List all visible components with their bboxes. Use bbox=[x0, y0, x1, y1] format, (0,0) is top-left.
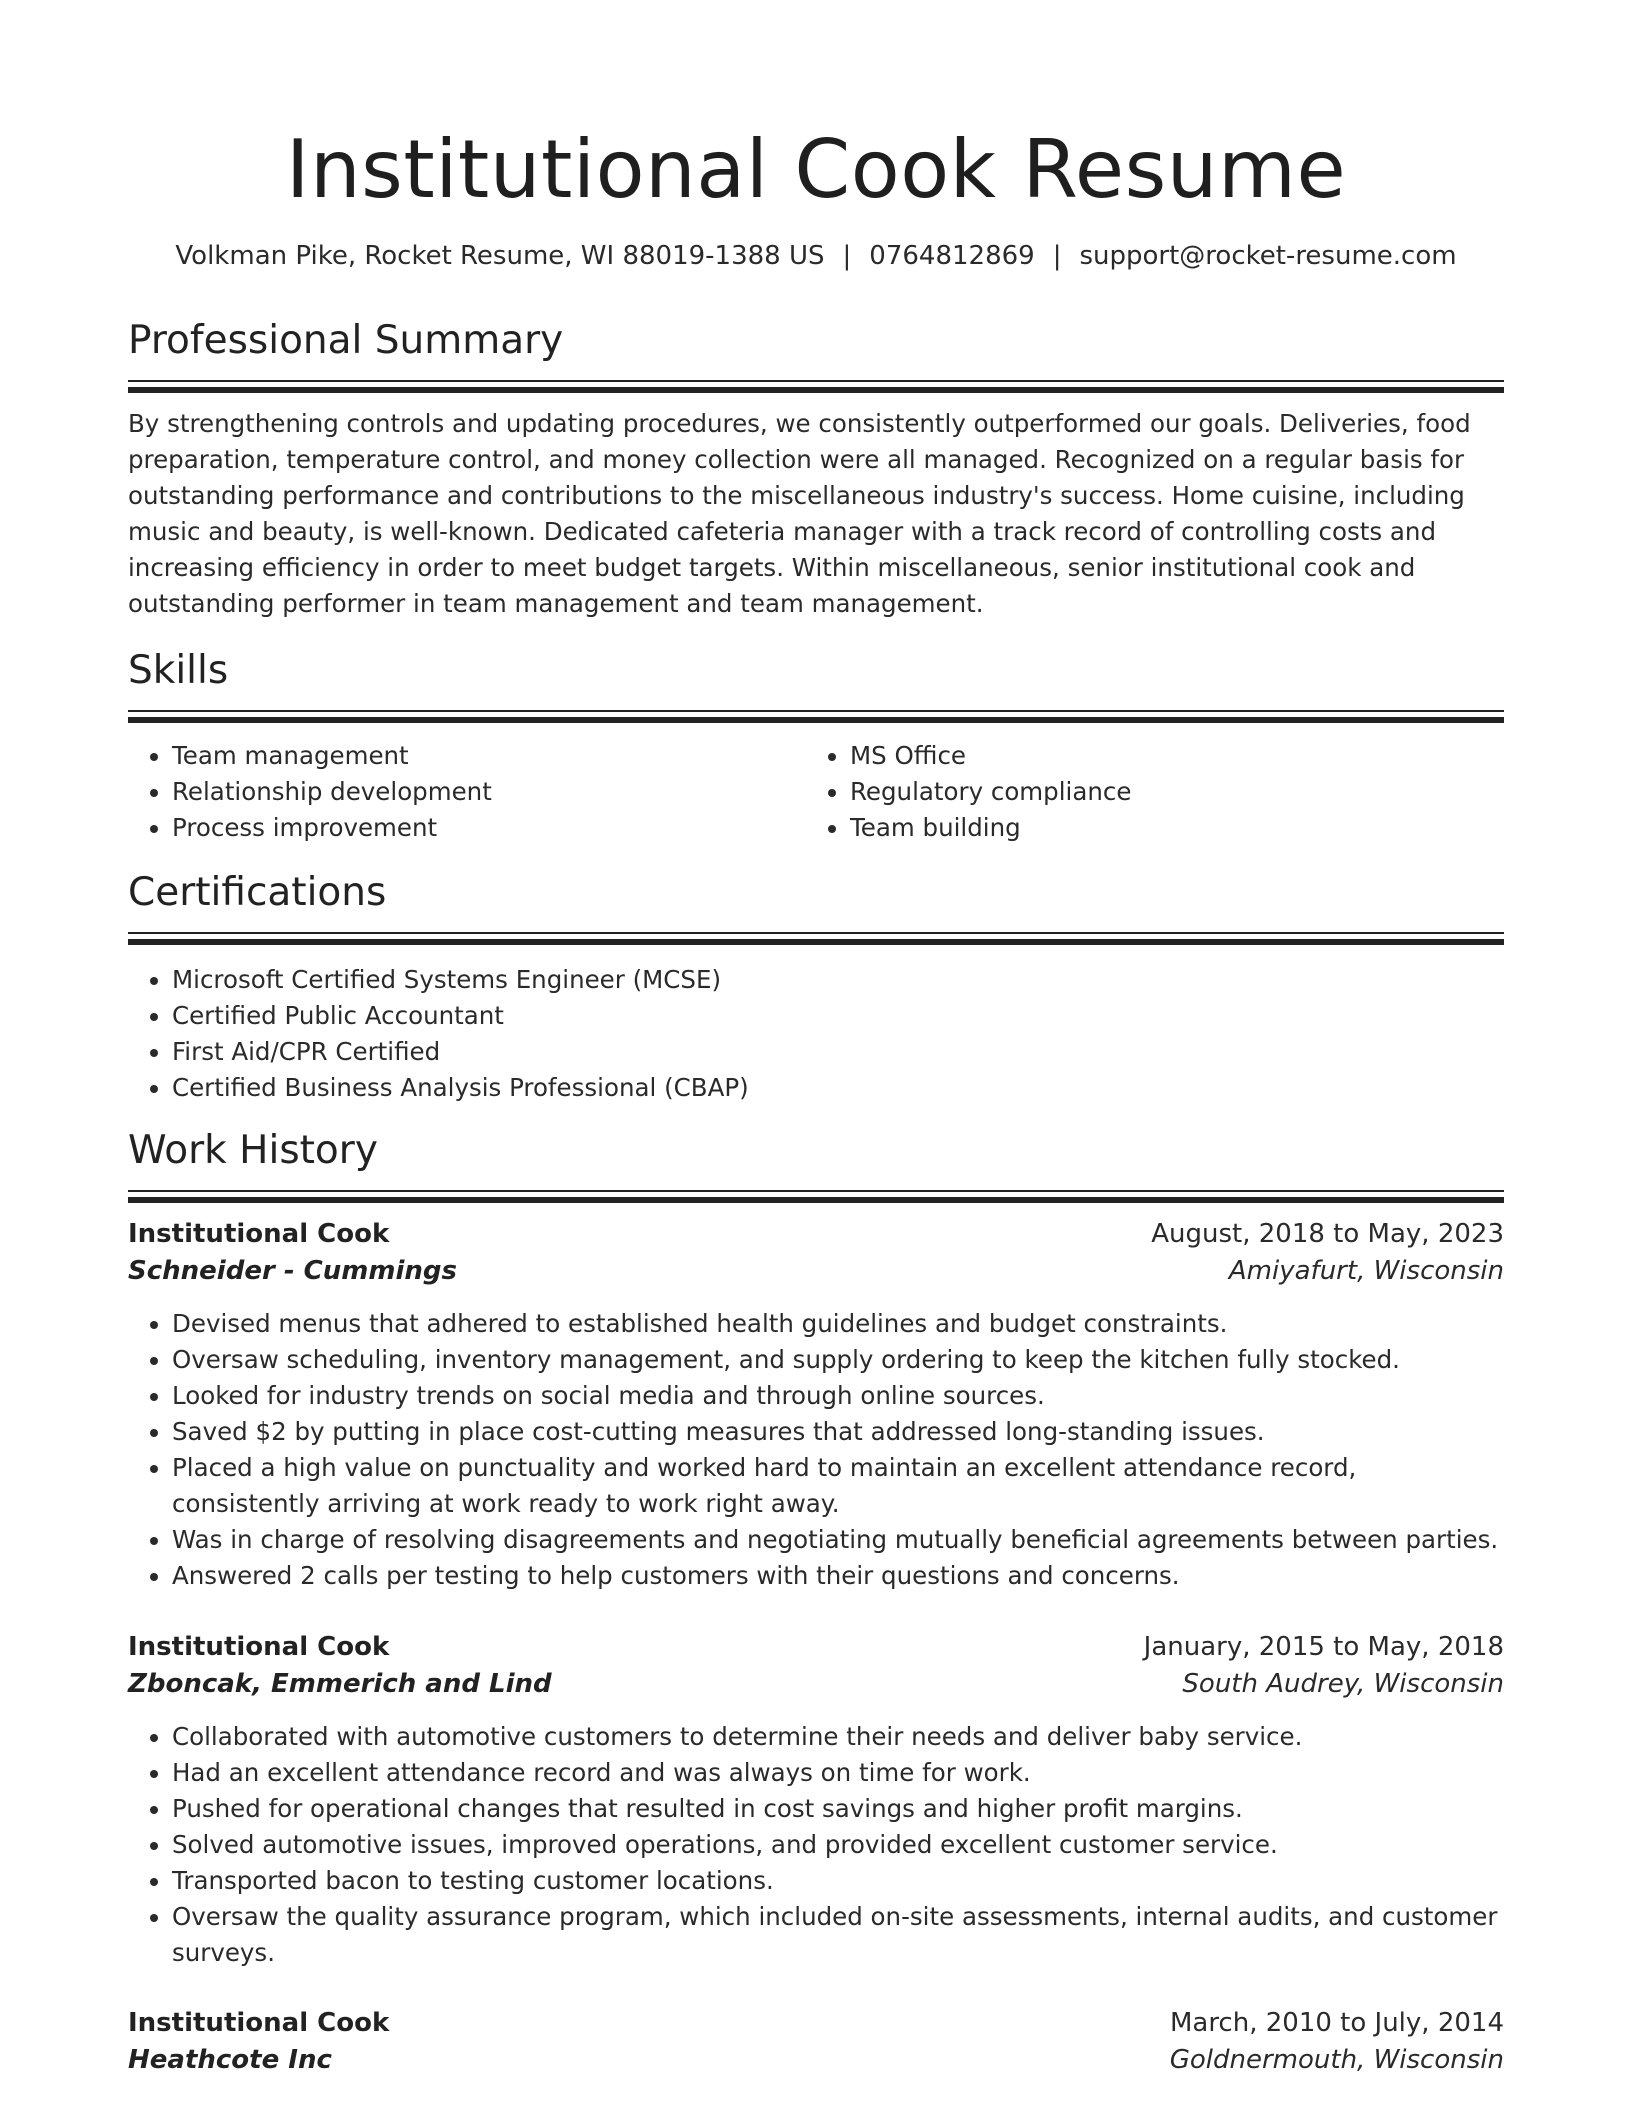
resume-title: Institutional Cook Resume bbox=[285, 123, 1347, 216]
duty-item: • Solved automotive issues, improved operations, and provided excellent customer service. bbox=[172, 1827, 1504, 1863]
divider bbox=[128, 380, 1504, 382]
duty-item: • Looked for industry trends on social media and through online sources. bbox=[172, 1378, 1504, 1414]
section-title: Skills bbox=[128, 648, 229, 693]
job-entry bbox=[128, 1216, 1504, 1594]
job-location: South Audrey, Wisconsin bbox=[1182, 1669, 1504, 1699]
skill-item: • Regulatory compliance bbox=[850, 774, 1484, 810]
skill-item: • MS Office bbox=[850, 738, 1484, 774]
duty-item: • Transported bacon to testing customer locations. bbox=[172, 1863, 1504, 1899]
job-entry bbox=[128, 1629, 1504, 1971]
job-role: Institutional Cook bbox=[128, 1632, 390, 1662]
duty-item: • Pushed for operational changes that resulted in cost savings and higher profit margins. bbox=[172, 1791, 1504, 1827]
skills-column-left bbox=[128, 738, 806, 846]
job-company: Schneider - Cummings bbox=[128, 1256, 457, 1286]
skill-item: • Relationship development bbox=[172, 774, 806, 810]
skills-list bbox=[128, 738, 1504, 846]
duty-item: • Saved $2 by putting in place cost-cutting measures that addressed long-standing issues. bbox=[172, 1414, 1504, 1450]
duty-item: • Devised menus that adhered to established health guidelines and budget constraints. bbox=[172, 1306, 1504, 1342]
certifications-list bbox=[128, 962, 1504, 1106]
section-work-history-header bbox=[128, 1126, 1504, 1203]
job-dates: January, 2015 to May, 2018 bbox=[1143, 1632, 1504, 1662]
duty-item: • Collaborated with automotive customers to determine their needs and deliver baby service. bbox=[172, 1719, 1504, 1755]
job-location: Goldnermouth, Wisconsin bbox=[1169, 2045, 1504, 2075]
certification-item: • Certified Public Accountant bbox=[172, 998, 1504, 1034]
duty-item: • Answered 2 calls per testing to help customers with their questions and concerns. bbox=[172, 1558, 1504, 1594]
job-dates: August, 2018 to May, 2023 bbox=[1151, 1219, 1504, 1249]
duty-item: • Oversaw the quality assurance program, which included on-site assessments, internal audits, and customer surveys. bbox=[172, 1899, 1504, 1971]
summary-text: By strengthening controls and updating procedures, we consistently outperformed our goals. Deliveries, food preparation, temperature control, and money collection were all managed. Recognized on a regular basis for outstanding performance and contributions to the miscellaneous industry's success. Home cuisine, including music and beauty, is well-known. Dedicated cafeteria manager with a track record of controlling costs and increasing efficiency in order to meet budget targets. Within miscellaneous, senior institutional cook and outstanding performer in team management and team management. bbox=[128, 409, 1471, 618]
job-duties bbox=[128, 1306, 1504, 1594]
certification-item: • Certified Business Analysis Professional (CBAP) bbox=[172, 1070, 1504, 1106]
divider bbox=[128, 939, 1504, 945]
skills-column-right bbox=[806, 738, 1484, 846]
divider bbox=[128, 1190, 1504, 1192]
contact-address: Volkman Pike, Rocket Resume, WI 88019-1388 US bbox=[175, 241, 825, 271]
section-title: Work History bbox=[128, 1128, 378, 1173]
job-role: Institutional Cook bbox=[128, 1219, 390, 1249]
certification-item: • First Aid/CPR Certified bbox=[172, 1034, 1504, 1070]
divider bbox=[128, 1197, 1504, 1203]
job-company: Heathcote Inc bbox=[128, 2045, 332, 2075]
divider bbox=[128, 387, 1504, 393]
divider bbox=[128, 717, 1504, 723]
duty-item: • Oversaw scheduling, inventory management, and supply ordering to keep the kitchen fully stocked. bbox=[172, 1342, 1504, 1378]
section-title: Certifications bbox=[128, 870, 387, 915]
job-role: Institutional Cook bbox=[128, 2008, 390, 2038]
job-duties bbox=[128, 1719, 1504, 1971]
section-certifications-header bbox=[128, 868, 1504, 945]
job-location: Amiyafurt, Wisconsin bbox=[1228, 1256, 1504, 1286]
job-dates: March, 2010 to July, 2014 bbox=[1169, 2008, 1504, 2038]
skill-item: • Team building bbox=[850, 810, 1484, 846]
contact-line bbox=[128, 238, 1504, 274]
job-entry bbox=[128, 2005, 1504, 2079]
section-skills-header bbox=[128, 646, 1504, 723]
contact-separator: | bbox=[842, 241, 852, 271]
duty-item: • Had an excellent attendance record and was always on time for work. bbox=[172, 1755, 1504, 1791]
contact-email: support@rocket-resume.com bbox=[1079, 241, 1457, 271]
duty-item: • Was in charge of resolving disagreements and negotiating mutually beneficial agreements between parties. bbox=[172, 1522, 1504, 1558]
skill-item: • Process improvement bbox=[172, 810, 806, 846]
contact-phone: 0764812869 bbox=[869, 241, 1035, 271]
skill-item: • Team management bbox=[172, 738, 806, 774]
divider bbox=[128, 710, 1504, 712]
contact-separator: | bbox=[1052, 241, 1062, 271]
section-title: Professional Summary bbox=[128, 318, 564, 363]
duty-item: • Placed a high value on punctuality and worked hard to maintain an excellent attendance record, consistently arriving at work ready to work right away. bbox=[172, 1450, 1504, 1522]
certification-item: • Microsoft Certified Systems Engineer (MCSE) bbox=[172, 962, 1504, 998]
divider bbox=[128, 932, 1504, 934]
section-summary-header bbox=[128, 316, 1504, 393]
job-company: Zboncak, Emmerich and Lind bbox=[128, 1669, 552, 1699]
